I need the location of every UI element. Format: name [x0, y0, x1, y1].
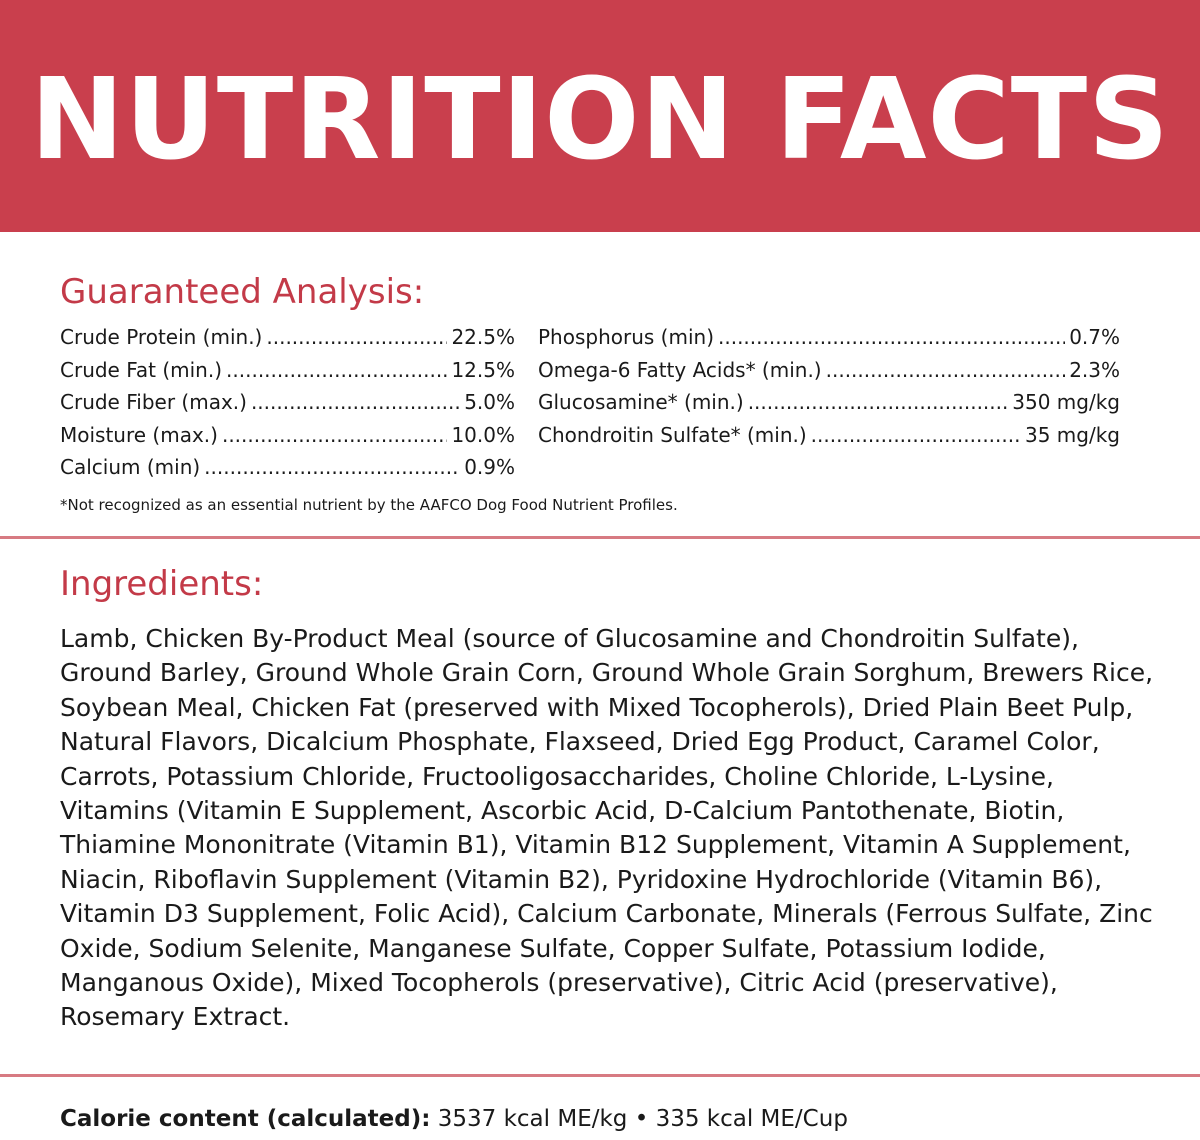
- title-banner: [0, 0, 1200, 232]
- calorie-content-value: 3537 kcal ME/kg • 335 kcal ME/Cup: [430, 1106, 848, 1132]
- nutrient-name: Crude Protein (min.): [60, 325, 263, 349]
- ingredients-list: Lamb, Chicken By-Product Meal (source of Glucosamine and Chondroitin Sulfate), Ground Barley, Ground Whole Grain Corn, Ground Whole Grain Sorghum, Brewers Rice, Soybean Meal, Chicken Fat (preserved with Mixed Tocopherols), Dried Plain Beet Pulp, Natural Flavors, Dicalcium Phosphate, Flaxseed, Dried Egg Product, Caramel Color, Carrots, Potassium Chloride, Fructooligosaccharides, Choline Chloride, L-Lysine, Vitamins (Vitamin E Supplement, Ascorbic Acid, D-Calcium Pantothenate, Biotin, Thiamine Mononitrate (Vitamin B1), Vitamin B12 Supplement, Vitamin A Supplement, Niacin, Riboflavin Supplement (Vitamin B2), Pyridoxine Hydrochloride (Vitamin B6), Vitamin D3 Supplement, Folic Acid), Calcium Carbonate, Minerals (Ferrous Sulfate, Zinc Oxide, Sodium Selenite, Manganese Sulfate, Copper Sulfate, Potassium Iodide, Manganous Oxide), Mixed Tocopherols (preservative), Citric Acid (preservative), Rosemary Extract.: [60, 624, 1154, 1032]
- section-divider: [0, 1074, 1200, 1077]
- calorie-content: [60, 1102, 848, 1136]
- nutrient-value: 2.3%: [1069, 357, 1120, 382]
- dot-leader: [266, 321, 447, 354]
- dot-leader: [226, 354, 447, 387]
- dot-leader: [718, 321, 1065, 354]
- guaranteed-analysis-heading: Guaranteed Analysis:: [60, 272, 425, 312]
- analysis-row: [60, 451, 515, 484]
- analysis-row: [60, 354, 515, 387]
- nutrient-value: 35 mg/kg: [1025, 422, 1120, 447]
- dot-leader: [204, 451, 460, 484]
- nutrient-value: 0.9%: [464, 455, 515, 479]
- nutrient-name: Calcium (min): [60, 455, 201, 479]
- aafco-footnote: *Not recognized as an essential nutrient by the AAFCO Dog Food Nutrient Profiles.: [60, 496, 678, 514]
- nutrient-value: 12.5%: [451, 357, 515, 382]
- nutrient-name: Moisture (max.): [60, 422, 218, 447]
- nutrient-name: Phosphorus (min): [538, 325, 714, 349]
- dot-leader: [826, 354, 1066, 387]
- nutrient-name: Crude Fiber (max.): [60, 390, 247, 414]
- ingredients-heading: Ingredients:: [60, 564, 264, 604]
- guaranteed-analysis-left-column: [60, 321, 515, 484]
- analysis-row: [538, 419, 1120, 452]
- dot-leader: [222, 419, 447, 452]
- nutrient-value: 0.7%: [1069, 325, 1120, 349]
- analysis-row: [60, 386, 515, 419]
- dot-leader: [811, 419, 1021, 452]
- calorie-content-label: Calorie content (calculated):: [60, 1106, 431, 1132]
- nutrient-value: 10.0%: [451, 422, 515, 447]
- analysis-row: [538, 321, 1120, 354]
- section-divider: [0, 536, 1200, 539]
- nutrient-name: Chondroitin Sulfate* (min.): [538, 422, 807, 447]
- dot-leader: [748, 386, 1009, 419]
- analysis-row: [538, 386, 1120, 419]
- analysis-row: [60, 419, 515, 452]
- nutrient-value: 22.5%: [451, 325, 515, 349]
- page-title: NUTRITION FACTS: [30, 55, 1170, 185]
- analysis-row: [538, 354, 1120, 387]
- nutrient-value: 5.0%: [464, 390, 515, 414]
- nutrient-name: Omega-6 Fatty Acids* (min.): [538, 357, 822, 382]
- nutrient-name: Glucosamine* (min.): [538, 390, 744, 414]
- guaranteed-analysis-right-column: [538, 321, 1120, 451]
- nutrient-name: Crude Fat (min.): [60, 357, 223, 382]
- dot-leader: [251, 386, 460, 419]
- nutrient-value: 350 mg/kg: [1012, 390, 1120, 414]
- analysis-row: [60, 321, 515, 354]
